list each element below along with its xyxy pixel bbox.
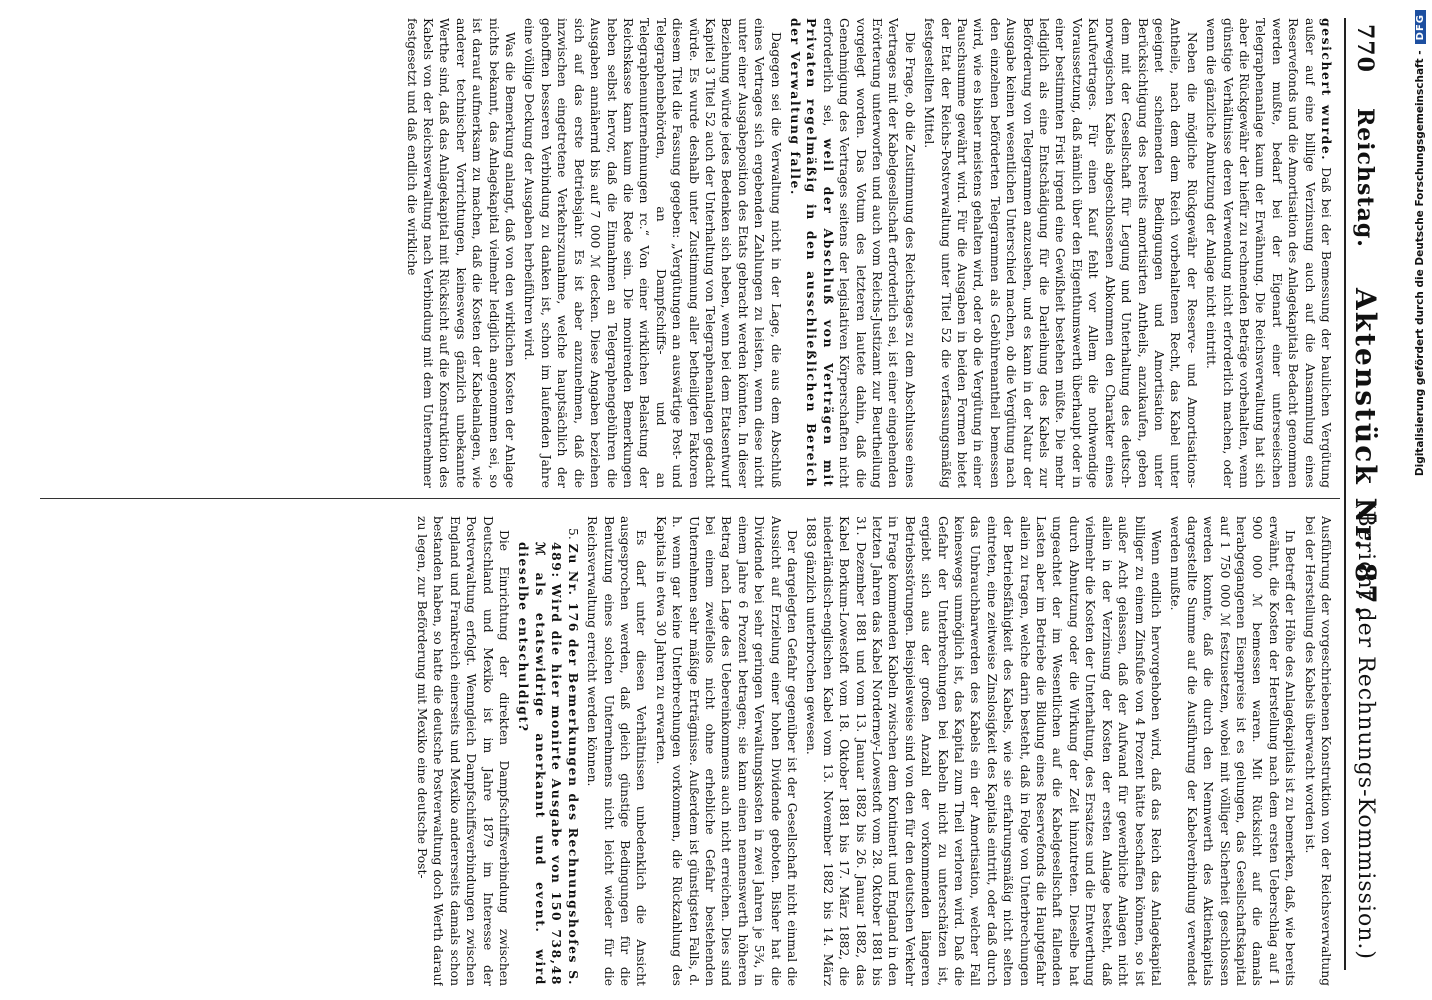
paragraph: Es darf unter diesen Verhältnissen unbedenklich die Ansicht ausgesprochen werden, daß gleich günstige Bedingungen für die Benutzung eines solchen Unternehmens nicht leicht wieder für die Reichsverwaltung erreicht werden können. xyxy=(585,516,649,986)
paragraph: In Betreff der Höhe des Anlagekapitals ist zu bemerken, daß, wie bereits erwähnt, die Kosten der Herstellung nach dem ersten Ueberschlag auf 1 900 000 ℳ bemessen waren. Mit Rücksicht auf die damals herabgegangenen Eisenpreise ist es gelungen, das Gesellschaftskapital auf 1 750 000 ℳ festzusetzen, wobei mit völliger Sicherheit geschlossen werden konnte, daß die durch den Nennwerth des Aktienkapitals dargestellte Summe auf die Ausführung der Kabelverbindung verwendet werden mußte. xyxy=(1168,516,1298,986)
paragraph: Ausführung der vorgeschriebenen Konstruktion von der Reichsverwaltung bei der Herstellung des Kabels überwacht worden ist. xyxy=(1302,516,1333,986)
document-title: Aktenstück Nr. 87. xyxy=(1349,288,1382,618)
page-header xyxy=(1344,18,1386,970)
point-number: 5. xyxy=(565,528,580,540)
paragraph: Dagegen sei die Verwaltung nicht in der Lage, die aus dem Abschluß eines Vertrages sich ergebenden Zahlungen zu leisten, wenn diese nicht unter einer Ausgabeposition des Etats gebracht werden könnten. In dieser Beziehung würde jedes Bedenken sich heben, wenn bei dem Etatsentwurf Kapitel 3 Titel 52 auch der Unterhaltung von Telegraphenanlagen gedacht würde. Es wurde deshalb unter Zustimmung aller betheiligten Faktoren diesem Titel die Fassung gegeben: „Vergütungen an auswärtige Post- und Telegraphenbehörden, an Dampfschiffs- und an Telegraphenunternehmungen rc.“ Von einer wirklichen Belastung der Reichskasse kann kaum die Rede sein. Die monirenden Bemerkungen heben selbst hervor, daß die Einnahmen an Telegraphengebühren die Ausgaben annähernd bis auf 7 000 ℳ decken. Diese Angaben beziehen sich auf das erste Betriebsjahr. Es ist aber anzunehmen, daß die inzwischen eingetretene Verkehrszunahme, welche hauptsächlich der gehofften besseren Verbindung zu danken ist, schon im laufenden Jahre eine völlige Deckung der Ausgaben herbeiführen wird. xyxy=(522,18,783,488)
paragraph: Der dargelegten Gefahr gegenüber ist der Gesellschaft nicht einmal die Aussicht auf Erzielung einer hohen Dividende geboten. Bisher hat die Dividende bei sehr geringen Verwaltungskosten in zwei Jahren je 5¾, in einem Jahre 6 Prozent betragen; sie kann einen nennenswerth höheren Betrag nach Lage des Uebereinkommens auch nicht erreichen. Dies sind bei einem zweifellos nicht ohne erhebliche Gefahr bestehenden Unternehmen sehr mäßige Erträgnisse. Außerdem ist günstigsten Falls, d. h. wenn gar keine Unterbrechungen vorkommen, die Rückzahlung des Kapitals in etwa 30 Jahren zu erwarten. xyxy=(653,516,799,986)
dfg-logo: DFG xyxy=(1415,10,1426,44)
column-divider xyxy=(40,498,1340,499)
paragraph: Was die Bemerkung anlangt, daß von den wirklichen Kosten der Anlage nichts bekannt, das Anlagekapital vielmehr lediglich angenommen sei, so ist darauf aufmerksam zu machen, daß die Kosten der Kabelanlagen, wie anderer technischer Vorrichtungen, keineswegs gänzlich unbekannte Werthe sind, daß das Anlagekapital mit Rücksicht auf die Konstruktion des Kabels von der Reichsverwaltung nach Verbindung mit dem Unternehmer festgesetzt und daß endlich die wirkliche xyxy=(404,18,518,488)
paragraph xyxy=(787,18,918,488)
page-number: 770 xyxy=(1352,24,1378,73)
source-label: Reichstag. xyxy=(1352,108,1378,248)
running-title: (Bericht der Rechnungs-Kommission.) xyxy=(1353,500,1378,960)
digitization-credit xyxy=(1412,10,1432,990)
paragraph xyxy=(1203,18,1334,488)
paragraph-text: Die Frage, ob die Zustimmung des Reichstages zu dem Abschlusse eines Vertrages mit der Kabelgesellschaft erforderlich sei, ist einer eingehenden Erörterung unterworfen und auch vom Reichs-Justizamt zur Beurtheilung vorgelegt worden. Das Votum des letzteren lautete dahin, daß die Genehmigung des Vertrages seitens der legislativen Körperschaften nicht erforderlich sei, xyxy=(820,18,917,488)
emphasis-text: gesichert wurde. xyxy=(1319,18,1334,162)
point-question: Wird die hier monirte Ausgabe von 150 738,48 ℳ als etatswidrige anerkannt und event. wird dieselbe entschuldigt? xyxy=(516,542,565,986)
credit-text: Digitalisierung gefördert durch die Deutsche Forschungsgemeinschaft - xyxy=(1414,50,1426,477)
paragraph: Wenn endlich hervorgehoben wird, daß das Reich das Anlagekapital billiger zu einem Zinsfuße von 4 Prozent hätte beschaffen können, so ist außer Acht gelassen, daß der Aufwand für gewerbliche Anlagen nicht allein in der Verzinsung der Kosten der ersten Anlage besteht, daß vielmehr die Kosten der Unterhaltung, des Ersatzes und die Entwerthung durch Abnutzung oder die Wirkung der Zeit hinzutreten. Dieselbe hat ungeachtet der im Wesentlichen auf die Kabelgesellschaft fallenden Lasten aber im Betriebe die Bildung eines Reservefonds die Hauptgefahr allein zu tragen, welche darin besteht, daß in Folge von Unterbrechungen der Betriebsfähigkeit des Kabels, wie sie erfahrungsmäßig nicht selten eintreten, eine zeitweise Zinslosigkeit des Kapitals eintritt, oder daß durch das Unbrauchbarwerden des Kabels ein der Amortisation, welcher Fall keineswegs unmöglich ist, das Kapital zum Theil verloren wird. Daß die Gefahr der Unterbrechungen bei Kabeln nicht zu unterschätzen ist, ergiebt sich aus der großen Anzahl der vorkommenden längeren Betriebsstörungen. Beispielsweise sind von den für den deutschen Verkehr in Frage kommenden Kabeln zwischen dem Kontinent und England in den letzten Jahren das Kabel Norderney-Lowestoft vom 28. Oktober 1881 bis 31. Dezember 1881 und vom 13. Januar 1882 bis 26. Januar 1882, das Kabel Borkum-Lowestoft vom 18. Oktober 1881 bis 17. März 1882, die niederländisch-englischen Kabel vom 13. November 1882 bis 14. März 1883 gänzlich unterbrochen gewesen. xyxy=(804,516,1163,986)
left-column xyxy=(40,18,1334,488)
numbered-point xyxy=(515,516,581,986)
emphasis-text: weil der Abschluß von Verträgen mit Privaten regelmäßig in den ausschließlichen Bereich der Verwaltung falle. xyxy=(788,18,836,488)
right-column xyxy=(40,516,1334,986)
point-heading: Zu Nr. 176 der Bemerkungen des Rechnungshofes S. 489: xyxy=(549,542,581,986)
paragraph-text: Daß bei der Bemessung der baulichen Vergütung außer auf eine billige Verzinsung auch auf die Ansammlung eines Reservefonds und die Amortisation des Anlagekapitals Bedacht genommen werden mußte, bedarf bei der Eigenart einer unterseeischen Telegraphenanlage kaum der Erwähnung. Die Reichsverwaltung hat sich aber die Rückgewähr der hiefür zu rechnenden Beträge vorbehalten, wenn günstige Verhältnisse deren Verwendung nicht erforderlich machen, oder wenn die gänzliche Abnutzung der Anlage nicht eintritt. xyxy=(1204,18,1333,488)
paragraph: Die Einrichtung der direkten Dampfschiffsverbindung zwischen Deutschland und Mexiko ist im Jahre 1879 im Interesse der Postverwaltung erfolgt. Wenngleich Dampfschiffsverbindungen zwischen England und Frankreich einerseits und Mexiko andererseits damals schon bestanden haben, so hatte die deutsche Postverwaltung doch Werth darauf zu legen, zur Beförderung mit Mexiko eine deutsche Post- xyxy=(415,516,512,986)
credit-inner xyxy=(1414,10,1432,970)
paragraph: Neben die mögliche Rückgewähr der Reserve- und Amortisations-Antheile, nach dem dem Reich vorbehaltenen Recht, das Kabel unter geeignet scheinenden Bedingungen und Amortisation unter Berücksichtigung des bereits amortisirten Antheils, anzukaufen, geben dem mit der Gesellschaft für Legung und Unterhaltung des deutsch-norwegischen Kabels abgeschlossenen Abkommen den Charakter eines Kaufvertrages. Für einen Kauf fehlt vor Allem die nothwendige Voraussetzung, daß nämlich über den Eigenthumswerth überhaupt oder in einer bestimmten Frist irgend eine Gewißheit bestehen müßte. Die mehr lediglich als eine Entschädigung für die Darleihung des Kabels zur Beförderung von Telegrammen anzusehen, und es kann in der Natur der Ausgabe keinen wesentlichen Unterschied machen, ob die Vergütung nach den einzelnen beförderten Telegrammen als Gebührenantheil bemessen wird, wie es bisher meistens gehalten wird, oder ob die Vergütung in einer Pauschsumme gewährt wird. Für die Ausgaben in beiden Formen bietet der Etat der Reichs-Postverwaltung unter Titel 52 die verfassungsmäßig festgestellten Mittel. xyxy=(922,18,1199,488)
